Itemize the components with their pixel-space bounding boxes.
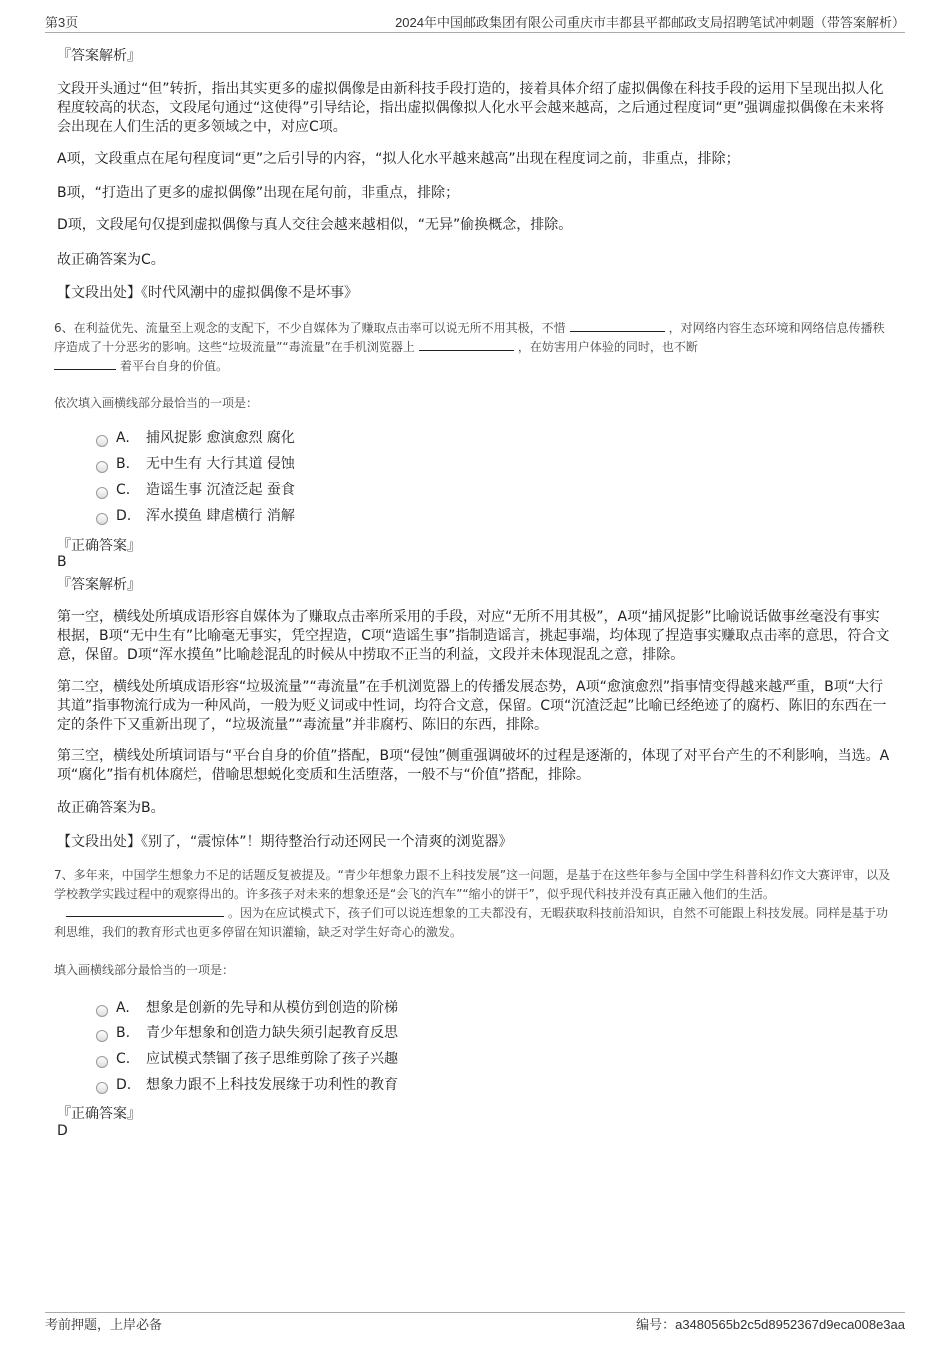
question-7-text: 7、多年来，中国学生想象力不足的话题反复被提及。“青少年想象力跟不上科技发展”这一问题，是基于在这些年参与全国中学生科普科幻作文大赛评审，以及学校教学实践过程中的观察得出的。许多孩子对未来的想象还是“会飞的汽车”“缩小的饼干”，似乎现代科技并没有真正融入他们的生活。。因为在应试模式下，孩子们可以说连想象的工夫都没有，无暇获取科技前沿知识，自然不可能跟上科技发展。同样是基于功利思维，我们的教育形式也更多停留在知识灌输，缺乏对学生好奇心的激发。 xyxy=(54,868,891,939)
blank-1 xyxy=(66,904,224,917)
question-7-prompt: 填入画横线部分最恰当的一项是： xyxy=(54,963,235,977)
analysis-label: 『答案解析』 xyxy=(57,48,141,64)
source: 【文段出处】《别了，“震惊体”！期待整治行动还网民一个清爽的浏览器》 xyxy=(57,834,513,850)
analysis-label: 『答案解析』 xyxy=(57,577,141,593)
header-divider xyxy=(45,32,905,33)
blank-3 xyxy=(54,357,116,370)
correct-answer: B xyxy=(57,554,67,570)
q6-option-c[interactable]: C. 造谣生事 沉渣泛起 蚕食 xyxy=(96,480,295,500)
q7-option-d[interactable]: D. 想象力跟不上科技发展缘于功利性的教育 xyxy=(96,1075,398,1095)
q7-option-a[interactable]: A. 想象是创新的先导和从模仿到创造的阶梯 xyxy=(96,998,398,1018)
analysis-option-a: A项，文段重点在尾句程度词“更”之后引导的内容，“拟人化水平越来越高”出现在程度词之前，非重点，排除； xyxy=(57,151,740,167)
analysis-option-d: D项，文段尾句仅提到虚拟偶像与真人交往会越来越相似，“无异”偷换概念，排除。 xyxy=(57,217,573,233)
radio-button[interactable] xyxy=(96,487,108,499)
conclusion: 故正确答案为B。 xyxy=(57,800,165,816)
radio-button[interactable] xyxy=(96,1082,108,1094)
conclusion: 故正确答案为C。 xyxy=(57,252,165,268)
correct-answer: D xyxy=(57,1123,68,1139)
page-number: 第3页 xyxy=(45,15,79,30)
q6-option-a[interactable]: A. 捕风捉影 愈演愈烈 腐化 xyxy=(96,428,295,448)
radio-button[interactable] xyxy=(96,461,108,473)
source: 【文段出处】《时代风潮中的虚拟偶像不是坏事》 xyxy=(57,285,358,301)
blank-1 xyxy=(570,319,665,332)
analysis-paragraph-2: 第二空，横线处所填成语形容“垃圾流量”“毒流量”在手机浏览器上的传播发展态势，A项“愈演愈烈”指事情变得越来越严重，B项“大行其道”指事物流行成为一种风尚，一般为贬义词或中性词，均符合文意，保留。C项“沉渣泛起”比喻已经绝迹了的腐朽、陈旧的东西在一定的条件下又重新出现了，“垃圾流量”“毒流量”并非腐朽、陈旧的东西，排除。 xyxy=(57,679,887,733)
radio-button[interactable] xyxy=(96,1005,108,1017)
footer-divider xyxy=(45,1312,905,1313)
radio-button[interactable] xyxy=(96,1056,108,1068)
radio-button[interactable] xyxy=(96,435,108,447)
footer-slogan: 考前押题，上岸必备 xyxy=(45,1317,163,1332)
radio-button[interactable] xyxy=(96,513,108,525)
analysis-paragraph-3: 第三空，横线处所填词语与“平台自身的价值”搭配，B项“侵蚀”侧重强调破坏的过程是逐渐的，体现了对平台产生的不利影响，当选。A项“腐化”指有机体腐烂，借喻思想蜕化变质和生活堕落，一般不与“价值”搭配，排除。 xyxy=(57,748,890,783)
question-6-text: 6、在利益优先、流量至上观念的支配下，不少自媒体为了赚取点击率可以说无所不用其极，不惜 ，对网络内容生态环境和网络信息传播秩序造成了十分恶劣的影响。这些“垃圾流量”“毒流量”在手机浏览器上 ，在妨害用户体验的同时，也不断 着平台自身的价值。 xyxy=(54,321,885,373)
blank-2 xyxy=(419,338,514,351)
document-id: 编号：a3480565b2c5d8952367d9eca008e3aa xyxy=(636,1317,905,1332)
radio-button[interactable] xyxy=(96,1030,108,1042)
analysis-paragraph-1: 第一空，横线处所填成语形容自媒体为了赚取点击率所采用的手段，对应“无所不用其极”，A项“捕风捉影”比喻说话做事丝毫没有事实根据，B项“无中生有”比喻毫无事实，凭空捏造，C项“造谣生事”指制造谣言，挑起事端，均体现了捏造事实赚取点击率的意思，符合文意，保留。D项“浑水摸鱼”比喻趁混乱的时候从中捞取不正当的利益，文段并未体现混乱之意，排除。 xyxy=(57,609,890,663)
q7-option-b[interactable]: B. 青少年想象和创造力缺失须引起教育反思 xyxy=(96,1023,398,1043)
q6-option-b[interactable]: B. 无中生有 大行其道 侵蚀 xyxy=(96,454,295,474)
question-6-prompt: 依次填入画横线部分最恰当的一项是： xyxy=(54,396,259,410)
analysis-paragraph: 文段开头通过“但”转折，指出其实更多的虚拟偶像是由新科技手段打造的，接着具体介绍了虚拟偶像在科技手段的运用下呈现出拟人化程度较高的状态，文段尾句通过“这使得”引导结论，指出虚拟偶像拟人化水平会越来越高，之后通过程度词“更”强调虚拟偶像在未来将会出现在人们生活的更多领域之中，对应C项。 xyxy=(57,81,885,135)
analysis-option-b: B项，“打造出了更多的虚拟偶像”出现在尾句前，非重点，排除； xyxy=(57,185,460,201)
document-title: 2024年中国邮政集团有限公司重庆市丰都县平都邮政支局招聘笔试冲刺题（带答案解析） xyxy=(395,15,905,30)
correct-answer-label: 『正确答案』 xyxy=(57,1106,141,1122)
correct-answer-label: 『正确答案』 xyxy=(57,538,141,554)
q7-option-c[interactable]: C. 应试模式禁锢了孩子思维剪除了孩子兴趣 xyxy=(96,1049,398,1069)
q6-option-d[interactable]: D. 浑水摸鱼 肆虐横行 消解 xyxy=(96,506,295,526)
